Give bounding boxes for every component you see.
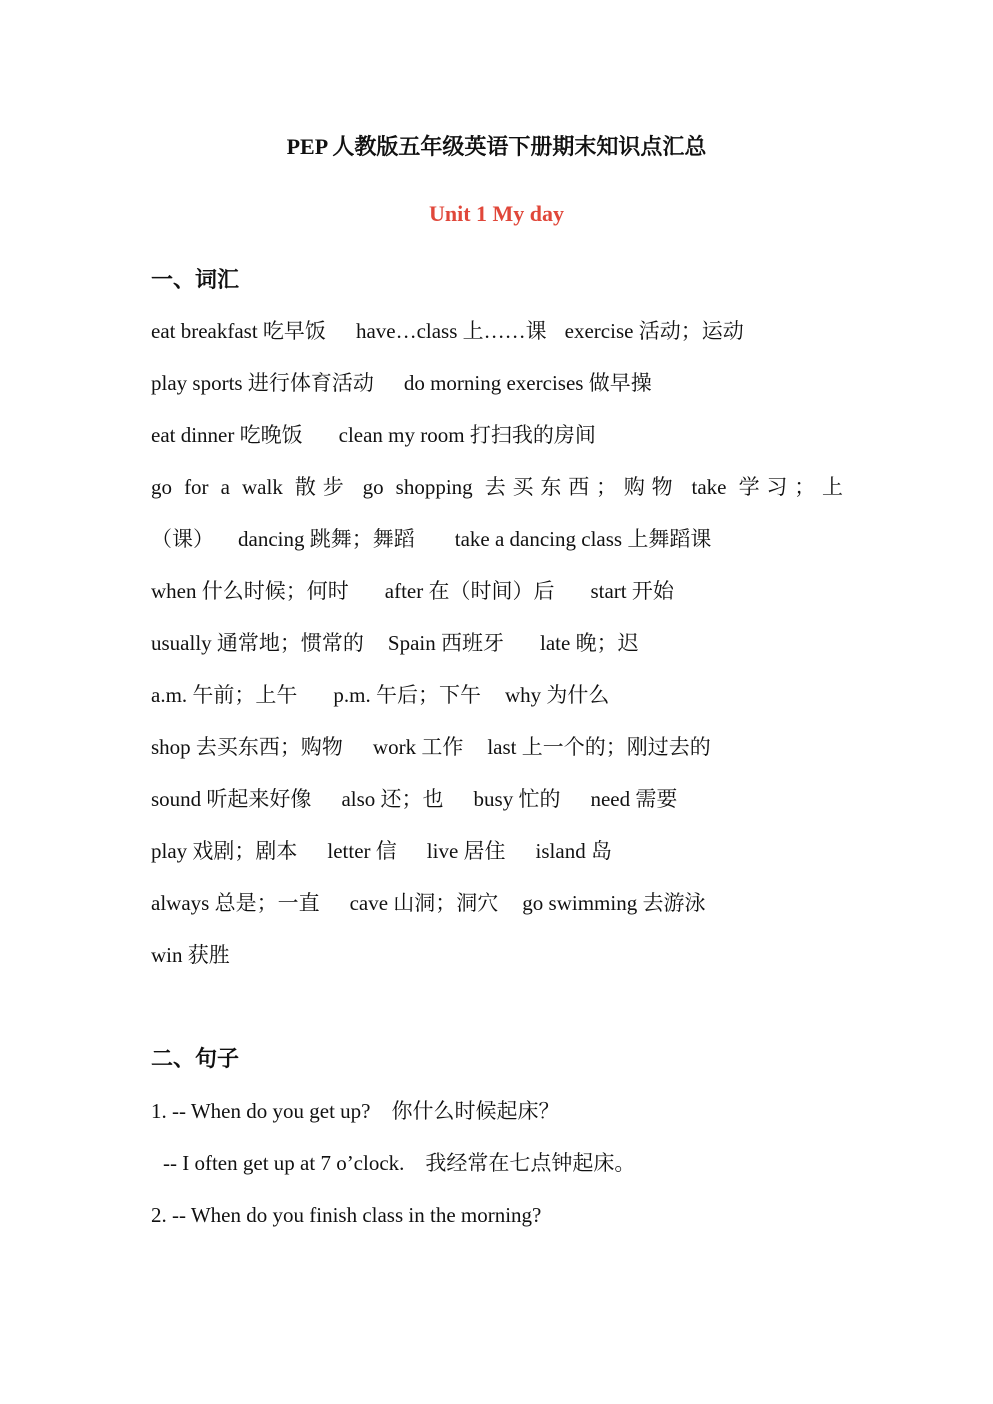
- vocab-item: go for a walk 散步: [151, 475, 351, 499]
- vocab-item: shop 去买东西；购物: [151, 735, 343, 759]
- sentence-1-answer: -- I often get up at 7 o’clock. 我经常在七点钟起床。: [163, 1151, 636, 1175]
- vocab-item: sound 听起来好像: [151, 787, 312, 811]
- vocab-item: letter 信: [327, 839, 397, 863]
- vocab-item: win 获胜: [151, 943, 230, 967]
- vocab-line-2: [151, 367, 851, 399]
- vocab-item: late 晚；迟: [540, 631, 639, 655]
- vocab-line-11: [151, 835, 851, 867]
- vocab-item: eat breakfast 吃早饭: [151, 319, 326, 343]
- vocab-item: play 戏剧；剧本: [151, 839, 298, 863]
- vocab-line-6: [151, 575, 851, 607]
- vocab-line-8: [151, 679, 851, 711]
- vocab-item: play sports 进行体育活动: [151, 371, 374, 395]
- vocab-item: p.m. 午后；下午: [333, 683, 481, 707]
- vocab-item: go shopping 去买东西；购物: [362, 475, 680, 499]
- vocab-item: Spain 西班牙: [387, 631, 505, 655]
- vocab-item: island 岛: [535, 839, 612, 863]
- vocab-item: go swimming 去游泳: [522, 891, 706, 915]
- vocab-item: exercise 活动；运动: [564, 319, 744, 343]
- vocab-line-9: [151, 731, 851, 763]
- vocab-line-4: [151, 471, 843, 503]
- vocab-item: take 学习；上: [691, 475, 844, 499]
- vocab-line-13: [151, 939, 851, 971]
- vocab-item: dancing 跳舞；舞蹈: [238, 527, 415, 551]
- sentence-2-question: 2. -- When do you finish class in the morning?: [151, 1203, 542, 1227]
- vocab-item: when 什么时候；何时: [151, 579, 349, 603]
- vocab-item: why 为什么: [505, 683, 610, 707]
- vocab-item: work 工作: [372, 735, 464, 759]
- unit-title: Unit 1 My day: [428, 201, 565, 226]
- document-title: PEP 人教版五年级英语下册期末知识点汇总: [286, 134, 707, 159]
- vocab-item: do morning exercises 做早操: [403, 371, 652, 395]
- vocab-line-3: [151, 419, 851, 451]
- vocab-item: clean my room 打扫我的房间: [338, 423, 596, 447]
- vocab-heading: 一、词汇: [151, 267, 240, 292]
- vocab-item: last 上一个的；刚过去的: [487, 735, 711, 759]
- vocab-item: take a dancing class 上舞蹈课: [454, 527, 712, 551]
- vocab-item: start 开始: [590, 579, 674, 603]
- vocab-line-10: [151, 783, 851, 815]
- vocab-line-5: [151, 523, 851, 555]
- vocab-item: live 居住: [426, 839, 506, 863]
- vocab-item: busy 忙的: [473, 787, 561, 811]
- vocab-item: also 还；也: [341, 787, 444, 811]
- vocab-item: always 总是；一直: [151, 891, 320, 915]
- vocab-item: after 在（时间）后: [384, 579, 555, 603]
- vocab-item: （课）: [151, 527, 214, 551]
- sentence-1-question: 1. -- When do you get up? 你什么时候起床？: [151, 1099, 560, 1123]
- vocab-item: need 需要: [590, 787, 678, 811]
- vocab-item: cave 山洞；洞穴: [349, 891, 499, 915]
- sentence-heading: 二、句子: [151, 1046, 240, 1071]
- vocab-item: a.m. 午前；上午: [151, 683, 298, 707]
- vocab-item: have…class 上……课: [355, 319, 547, 343]
- vocab-line-12: [151, 887, 851, 919]
- vocab-item: usually 通常地；惯常的: [151, 631, 364, 655]
- vocab-item: eat dinner 吃晚饭: [151, 423, 303, 447]
- vocab-line-1: [151, 315, 851, 347]
- vocab-line-7: [151, 627, 851, 659]
